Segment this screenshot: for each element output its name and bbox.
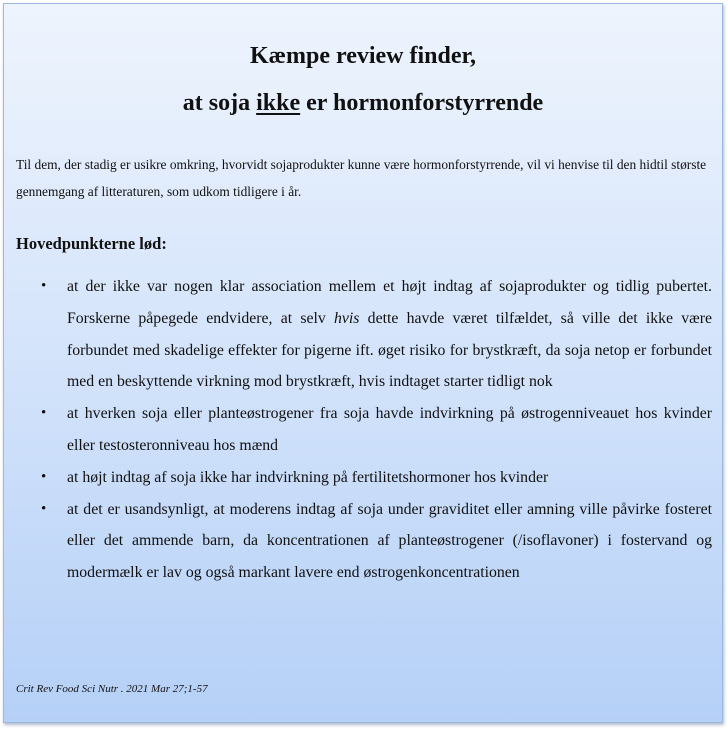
bullet-icon: • [41, 468, 47, 485]
subheading: Hovedpunkterne lød: [16, 234, 167, 253]
list-item-text-continued: dette havde været tilfældet, så ville det ikke være forbundet med skadelige effekter for pigerne ift. øget risiko for brystkræft, da soja netop er forbundet med en beskyttende virkning mod brystkræft, hvis indtaget starter tidligt nok [67, 309, 712, 391]
list-item-text: at hverken soja eller planteøstrogener fra soja havde indvirkning på østrogenniveauet hos kvinder eller testosteronniveau hos mænd [67, 405, 712, 454]
list-item-emphasis: hvis [334, 309, 360, 327]
title-emphasis: ikke [256, 90, 301, 116]
list-item [4, 462, 722, 494]
citation: Crit Rev Food Sci Nutr . 2021 Mar 27;1-57 [16, 683, 208, 695]
intro-paragraph: Til dem, der stadig er usikre omkring, hvorvidt sojaprodukter kunne være hormonforstyrrende, vil vi henvise til den hidtil største gennemgang af litteraturen, som udkom tidligere i år. [16, 157, 707, 199]
bullet-icon: • [41, 405, 47, 422]
list-item [4, 271, 722, 398]
title-line-2 [4, 79, 722, 127]
list-item-text: at der ikke var nogen klar association mellem et højt indtag af sojaprodukter og tidlig pubertet. Forskerne påpegede endvidere, at selv [67, 278, 712, 327]
title-line-2-end: er hormonforstyrrende [300, 90, 544, 116]
info-card [3, 3, 723, 723]
bullet-icon: • [41, 278, 47, 294]
title-line-1: Kæmpe review finder, [250, 43, 476, 69]
list-item-text: at højt indtag af soja ikke har indvirkning på fertilitetshormoner hos kvinder [67, 468, 549, 486]
list-item [4, 494, 722, 589]
bullet-icon: • [41, 500, 47, 517]
key-points-list [4, 271, 722, 589]
list-item-text: at det er usandsynligt, at moderens indtag af soja under graviditet eller amning ville påvirke fosteret eller det ammende barn, da koncentrationen af planteøstrogener (/isoflavoner) i fostervand og modermælk er lav og også markant lavere end østrogenkoncentrationen [67, 500, 712, 582]
title-line-2-start: at soja [182, 90, 257, 116]
list-item [4, 398, 722, 462]
